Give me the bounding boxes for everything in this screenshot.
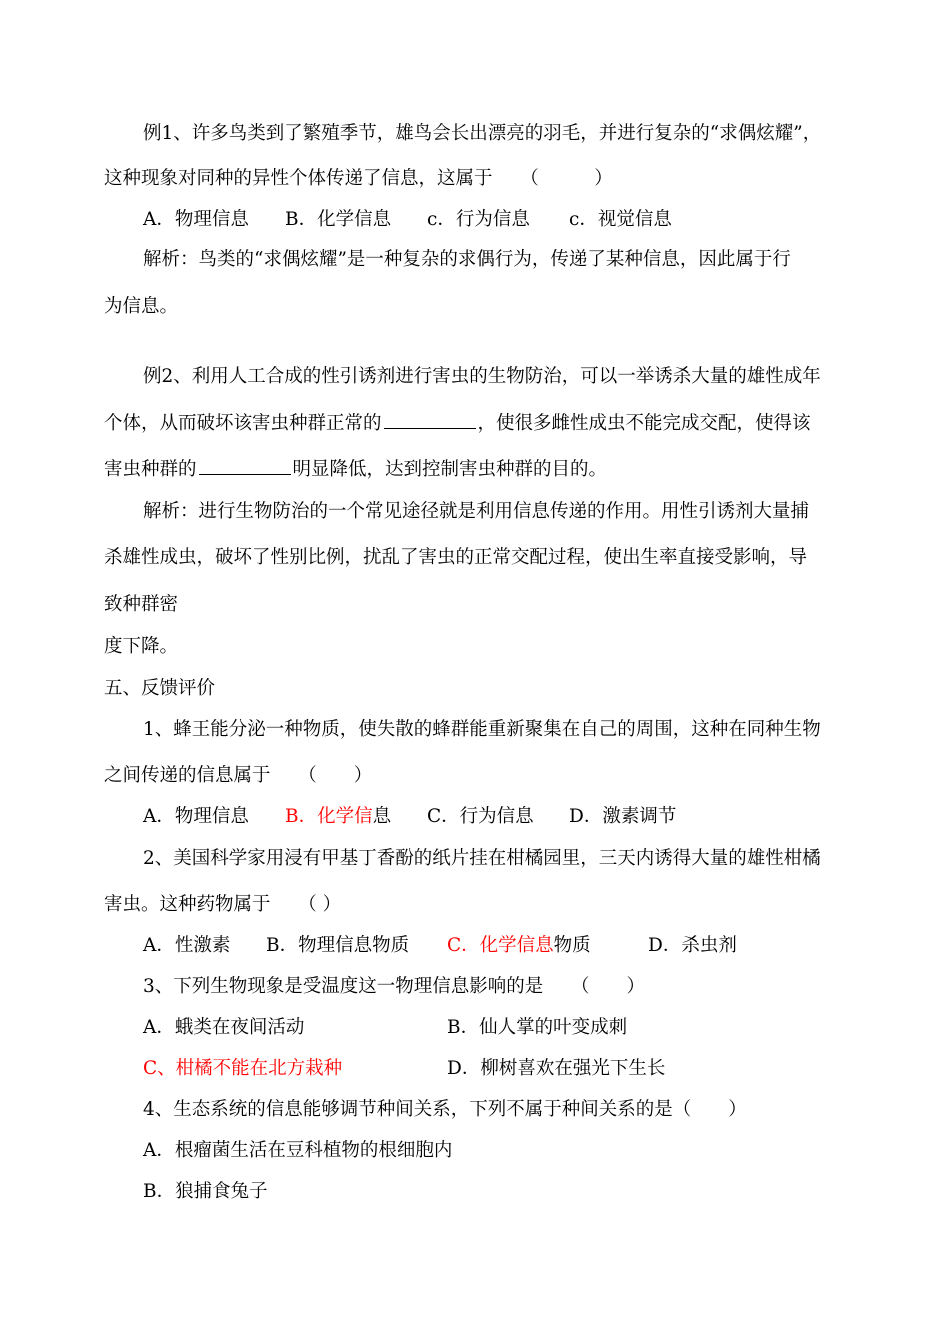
- q4-option-a: A．根瘤菌生活在豆科植物的根细胞内: [143, 1140, 453, 1161]
- section-title: 五、反馈评价: [104, 678, 216, 699]
- q3-option-a: A．蛾类在夜间活动: [143, 1017, 305, 1038]
- example2-question-line2-start: 个体，从而破坏该害虫种群正常的: [104, 413, 382, 434]
- q2-option-c-answer: C．化学信息: [447, 935, 554, 956]
- q2-option-c-rest: 物质: [553, 935, 591, 956]
- q1-line2: 之间传递的信息属于 （ ）: [104, 765, 373, 786]
- q2-option-d: D．杀虫剂: [648, 935, 737, 956]
- example2-question-line3-start: 害虫种群的: [104, 459, 197, 480]
- q1-option-c: C．行为信息: [427, 806, 534, 827]
- example1-question-line1: 例1、许多鸟类到了繁殖季节，雄鸟会长出漂亮的羽毛，并进行复杂的“求偶炫耀”，: [143, 123, 822, 144]
- example1-question-line2: 这种现象对同种的异性个体传递了信息，这属于 （ ）: [104, 168, 613, 189]
- q1-option-b: [285, 808, 391, 827]
- q1-line1: 1、蜂王能分泌一种物质，使失散的蜂群能重新聚集在自己的周围，这种在同种生物: [143, 719, 821, 740]
- q3-option-d: D．柳树喜欢在强光下生长: [447, 1058, 666, 1079]
- q4-line1: 4、生态系统的信息能够调节种间关系，下列不属于种间关系的是（ ）: [143, 1099, 747, 1120]
- q1-option-a: A．物理信息: [143, 806, 249, 827]
- q1-option-b-rest: 息: [372, 806, 392, 827]
- answer-blank: [384, 427, 476, 429]
- example1-option-a: A．物理信息: [143, 209, 249, 230]
- q2-line2: 害虫。这种药物属于 （ ）: [104, 894, 342, 915]
- q2-option-b: B．物理信息物质: [266, 935, 410, 956]
- example2-question-line3: [104, 461, 607, 480]
- example1-option-b: B．化学信息: [285, 209, 392, 230]
- example2-analysis-line3: 致种群密: [104, 594, 179, 615]
- q1-option-d: D．激素调节: [569, 806, 677, 827]
- answer-blank: [199, 473, 291, 475]
- example1-option-c1: c．行为信息: [427, 209, 530, 230]
- example2-analysis-line2: 杀雄性成虫，破坏了性别比例，扰乱了害虫的正常交配过程，使出生率直接受影响，导: [104, 547, 808, 568]
- q3-option-b: B．仙人掌的叶变成刺: [447, 1017, 628, 1038]
- example2-question-line3-end: 明显降低，达到控制害虫种群的目的。: [292, 459, 608, 480]
- example1-option-c2: c．视觉信息: [569, 209, 672, 230]
- q2-option-a: A．性激素: [143, 935, 231, 956]
- q1-option-b-answer: B．化学信: [285, 806, 373, 827]
- example2-question-line2-end: ，使很多雌性成虫不能完成交配，使得该: [477, 413, 811, 434]
- example1-analysis-line2: 为信息。: [104, 296, 179, 317]
- q3-option-c: C、柑橘不能在北方栽种: [143, 1058, 343, 1079]
- q2-line1: 2、美国科学家用浸有甲基丁香酚的纸片挂在柑橘园里，三天内诱得大量的雄性柑橘: [143, 848, 821, 869]
- example2-analysis-line1: 解析：进行生物防治的一个常见途径就是利用信息传递的作用。用性引诱剂大量捕: [143, 501, 810, 522]
- example2-question-line2: [104, 415, 811, 434]
- example2-question-line1: 例2、利用人工合成的性引诱剂进行害虫的生物防治，可以一举诱杀大量的雄性成年: [143, 366, 821, 387]
- example2-analysis-line4: 度下降。: [104, 636, 179, 657]
- q4-option-b: B．狼捕食兔子: [143, 1181, 268, 1202]
- example1-analysis-line1: 解析：鸟类的“求偶炫耀”是一种复杂的求偶行为，传递了某种信息，因此属于行: [143, 249, 791, 270]
- q2-option-c: [447, 937, 591, 956]
- q3-line1: 3、下列生物现象是受温度这一物理信息影响的是 （ ）: [143, 976, 646, 997]
